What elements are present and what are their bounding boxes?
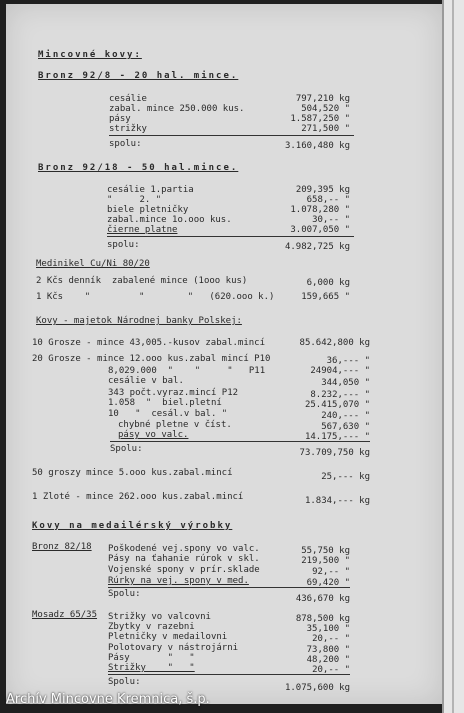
sum-rule xyxy=(110,441,370,442)
row-label: 343 počt.vyraz.mincí P12 xyxy=(108,388,239,398)
row-amount: 73,800 " xyxy=(306,645,350,655)
row-label: Vojenské spony v prír.sklade xyxy=(108,565,260,575)
page-edge-fold xyxy=(452,0,454,713)
row-label: 1.058 " biel.pletní xyxy=(108,398,222,408)
row-amount: 6,000 kg xyxy=(306,278,350,288)
row-label: biele pletničky xyxy=(107,205,189,215)
sum-rule xyxy=(108,587,350,588)
sum-rule xyxy=(109,135,354,136)
row-label: Pásy " " xyxy=(108,653,195,663)
row-label: 2 Kčs denník zabalené mince (1ooo kus) xyxy=(36,276,248,286)
row-label: Rúrky na vej. spony v med. xyxy=(108,576,249,586)
row-amount: 1.078,280 " xyxy=(290,205,350,215)
row-label: 1 Zloté - mince 262.ooo kus.zabal.mincí xyxy=(32,492,244,502)
total-amount: 73.709,750 kg xyxy=(299,448,370,458)
row-label: Polotovary v nástrojárni xyxy=(108,643,239,653)
total-amount: 1.075,600 kg xyxy=(284,683,350,693)
row-amount: 1.587,250 " xyxy=(290,114,350,124)
row-label: pásy vo valc. xyxy=(118,430,189,440)
row-amount: 35,100 " xyxy=(306,624,350,634)
total-label: Spolu: xyxy=(110,444,143,454)
archive-watermark: Archív Mincovne Kremnica, š.p. xyxy=(6,692,210,707)
row-label: strižky xyxy=(109,124,147,134)
row-label: cesálie 1.partia xyxy=(107,185,194,195)
row-amount: 36,--- " xyxy=(326,356,370,366)
section-header-kovy-medailerske: Kovy na medailérský výrobky xyxy=(32,521,233,531)
row-label: pásy xyxy=(109,114,131,124)
total-amount: 4.982,725 kg xyxy=(284,242,350,252)
row-label: " 2. " xyxy=(107,195,162,205)
row-label: Strižky vo valcovni xyxy=(108,612,211,622)
total-label: Spolu: xyxy=(108,677,141,687)
row-amount: 219,500 " xyxy=(301,556,350,566)
row-amount: 797,210 kg xyxy=(295,94,350,104)
row-amount: 85.642,800 kg xyxy=(299,338,370,348)
row-amount: 878,500 kg xyxy=(295,614,350,624)
row-label: cesálie v bal. xyxy=(108,376,184,386)
row-label: 50 groszy mince 5.ooo kus.zabal.mincí xyxy=(32,468,233,478)
block-label-mosadz-65-35: Mosadz 65/35 xyxy=(32,610,98,620)
row-amount: 567,630 " xyxy=(321,422,370,432)
total-label: spolu: xyxy=(109,139,142,149)
row-amount: 1.834,--- kg xyxy=(304,496,370,506)
doc-title: Mincovné kovy: xyxy=(38,50,142,60)
row-label: 8,029.000 " " " P11 xyxy=(108,366,266,376)
row-amount: 8.232,--- " xyxy=(310,390,370,400)
row-amount: 209,395 kg xyxy=(295,185,350,195)
row-amount: 25.415,070 " xyxy=(304,400,370,410)
row-label: Pletničky v medailovni xyxy=(108,632,228,642)
row-label: cesálie xyxy=(109,94,147,104)
row-amount: 344,050 " xyxy=(321,378,370,388)
row-amount: 504,520 " xyxy=(301,104,350,114)
row-label: 10 Grosze - mince 43,005.-kusov zabal.mincí xyxy=(32,338,265,348)
row-label: čierne platne xyxy=(107,225,178,235)
block-label-bronz-82-18: Bronz 82/18 xyxy=(32,542,92,552)
row-label: chybné pletne v číst. xyxy=(118,420,232,430)
row-amount: 159,665 " xyxy=(301,292,350,302)
row-amount: 69,420 " xyxy=(306,578,350,588)
row-amount: 25,--- kg xyxy=(321,472,370,482)
row-label: zabal. mince 250.000 kus. xyxy=(109,104,245,114)
row-amount: 240,--- " xyxy=(321,411,370,421)
row-label: 1 Kčs " " " (620.ooo k.) xyxy=(36,292,275,302)
total-label: Spolu: xyxy=(108,589,141,599)
row-amount: 55,750 kg xyxy=(301,546,350,556)
row-amount: 658,-- " xyxy=(306,195,350,205)
row-label: 10 " cesál.v bal. " xyxy=(108,409,228,419)
row-amount: 92,-- " xyxy=(312,567,350,577)
row-amount: 14.175,--- " xyxy=(304,432,370,442)
total-amount: 3.160,480 kg xyxy=(284,141,350,151)
total-label: spolu: xyxy=(107,240,140,250)
row-label: 20 Grosze - mince 12.ooo kus.zabal mincí P10 xyxy=(32,354,271,364)
row-amount: 271,500 " xyxy=(301,124,350,134)
row-amount: 48,200 " xyxy=(306,655,350,665)
row-amount: 30,-- " xyxy=(312,215,350,225)
sum-rule xyxy=(108,674,350,675)
total-amount: 436,670 kg xyxy=(295,594,350,604)
section-header-bronz-92-18: Bronz 92/18 - 50 hal.mince. xyxy=(38,163,239,173)
section-header-bronz-92-8: Bronz 92/8 - 20 hal. mince. xyxy=(38,71,239,81)
sum-rule xyxy=(107,236,354,237)
row-label: Zbytky v razebni xyxy=(108,622,195,632)
row-amount: 20,-- " xyxy=(312,665,350,675)
row-label: Pásy na ťahanie rúrok v skl. xyxy=(108,554,260,564)
row-amount: 24904,--- " xyxy=(310,366,370,376)
row-label: Poškodené vej.spony vo valc. xyxy=(108,544,260,554)
row-amount: 3.007,050 " xyxy=(290,225,350,235)
section-header-medinikel: Medinikel Cu/Ni 80/20 xyxy=(36,259,150,269)
row-amount: 20,-- " xyxy=(312,634,350,644)
row-label: zabal.mince 1o.ooo kus. xyxy=(107,215,232,225)
row-label: Strižky " " xyxy=(108,663,195,673)
section-header-kovy-polskej: Kovy - majetok Národnej banky Polskej: xyxy=(36,316,242,326)
